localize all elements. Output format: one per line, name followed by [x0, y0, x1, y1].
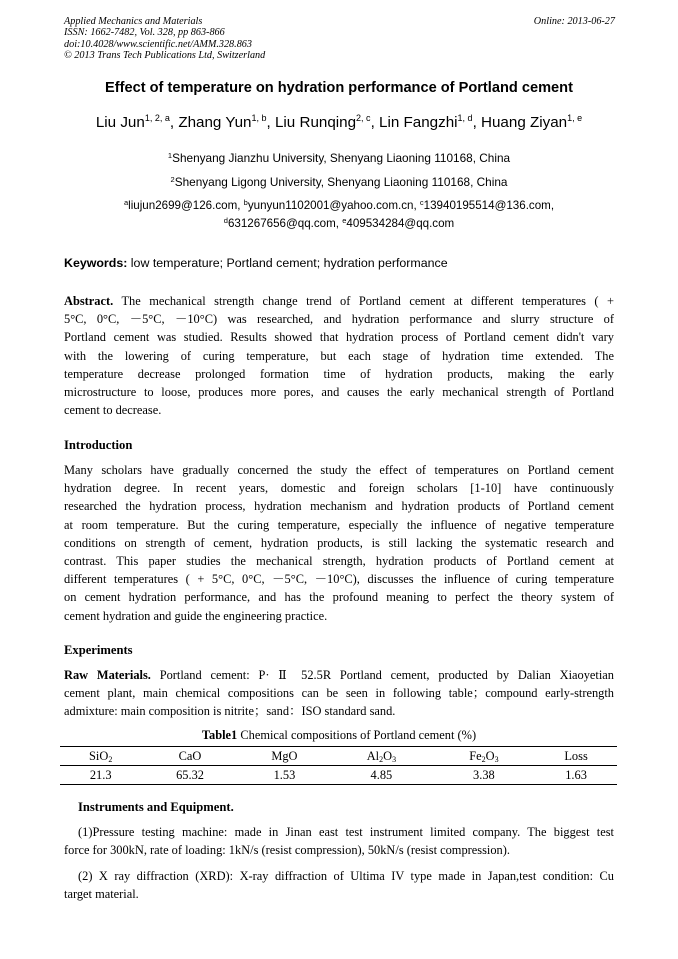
abstract-line: with the lowering of curing temperature, but each stage of hydration time extended. The — [64, 348, 614, 363]
formula-text: MgO — [271, 748, 298, 763]
intro-line: conditions on strength of cement, hydration products, is still lacking the systematic research and — [64, 535, 614, 550]
author-list: Liu Jun$^{1, 2, a}$, Zhang Yun$^{1, b}$, Liu Runqing$^{2, c}$, Lin Fangzhi$^{1, d}$, Huang Ziyan$^{1, e}$ — [95, 113, 583, 131]
journal-header — [64, 16, 265, 62]
email-address: liujun2699@126.com, — [128, 199, 244, 212]
instrument-line: (1)Pressure testing machine: made in Jinan east test instrument limited company. The biggest test — [78, 825, 614, 839]
email-superscript: a — [123, 198, 129, 207]
formula-subscript: 3 — [494, 754, 499, 764]
introduction-heading: Introduction — [64, 438, 133, 452]
email-superscript: e — [342, 216, 347, 225]
paper-title: Effect of temperature on hydration performance of Portland cement — [105, 80, 573, 96]
email-line-2 — [0, 217, 678, 230]
email-address: 409534284@qq.com — [346, 217, 455, 230]
keywords-line — [64, 256, 448, 270]
author-name: Liu Runqing — [274, 114, 357, 131]
formula-subscript: 2 — [481, 754, 486, 764]
raw-materials-paragraph — [64, 666, 614, 721]
author-name: Zhang Yun — [178, 114, 252, 131]
instrument-line: (2) X ray diffraction (XRD): X-ray diffraction of Ultima IV type made in Japan,test condition: Cu — [78, 869, 614, 883]
abstract-line — [64, 292, 614, 310]
journal-name: Applied Mechanics and Materials — [64, 16, 203, 27]
formula-text: O — [383, 748, 393, 763]
table-cell: 1.63 — [565, 767, 587, 782]
affiliation-1 — [0, 151, 678, 165]
affiliation-text: Shenyang Ligong University, Shenyang Liaoning 110168, China — [174, 175, 508, 189]
table-row — [60, 766, 617, 785]
email-superscript: b — [243, 198, 248, 207]
author-superscript: 1, 2, a — [144, 113, 170, 123]
table-caption-label: Table1 — [201, 728, 238, 742]
online-date: Online: 2013-06-27 — [533, 16, 615, 27]
raw-materials-line-text: Portland cement: P· Ⅱ 52.5R Portland cement, producted by Dalian Xiaoyetian — [150, 668, 614, 682]
abstract-line: microstructure to loose, produces more pores, and causes the early mechanical strength of Portland — [64, 385, 614, 400]
intro-line: on cement hydration performance, and has the profound meaning to perfect the theory system of — [64, 590, 614, 605]
table-header-cell — [433, 747, 536, 766]
formula-subscript: 2 — [379, 754, 384, 764]
abstract-label: Abstract. — [64, 294, 114, 308]
affiliation-text: Shenyang Jianzhu University, Shenyang Liaoning 110168, China — [172, 151, 511, 165]
email-address: 631267656@qq.com, — [227, 217, 343, 230]
email-address: yunyun1102001@yahoo.com.cn, — [247, 199, 420, 212]
table-cell: 65.32 — [176, 767, 204, 782]
intro-line: hydration degree. In recent years, domestic and foreign scholars [1-10] have continuously — [64, 481, 614, 496]
copyright-line: © 2013 Trans Tech Publications Ltd, Switzerland — [64, 50, 266, 62]
author-superscript: 1, b — [251, 113, 267, 123]
instrument-2-paragraph — [64, 867, 614, 903]
email-address: 13940195514@136.com, — [423, 199, 555, 212]
table-header-cell — [535, 747, 617, 766]
keywords-text: low temperature; Portland cement; hydration performance — [127, 256, 448, 270]
formula-subscript: 2 — [108, 754, 113, 764]
abstract-paragraph — [64, 292, 614, 419]
formula-text: Fe — [469, 748, 482, 763]
keywords-label: Keywords: — [64, 256, 128, 270]
table-cell: 4.85 — [370, 767, 393, 782]
table-cell: 21.3 — [89, 767, 112, 782]
formula-subscript: 3 — [392, 754, 397, 764]
email-line-1 — [0, 199, 678, 212]
author-superscript: 1, e — [567, 113, 583, 123]
intro-line: at room temperature. But the curing temperature, especially the influence of negative temperature — [64, 517, 614, 532]
abstract-line: cement to decrease. — [64, 403, 162, 418]
table-header-cell — [239, 747, 330, 766]
chemical-composition-table — [60, 746, 617, 785]
table-header-cell — [330, 747, 433, 766]
instrument-line: force for 300kN, rate of loading: 1kN/s (resist compression), 50kN/s (resist compression). — [64, 843, 510, 858]
formula-text: Loss — [564, 748, 588, 763]
affiliation-2 — [0, 175, 678, 189]
instrument-1-paragraph — [64, 823, 614, 859]
introduction-paragraph — [64, 461, 614, 625]
intro-line: Many scholars have gradually concerned the study the effect of temperatures on Portland cement — [64, 463, 614, 477]
intro-line: researched the hydration process, hydration mechanism and hydration products of Portland cement — [64, 499, 614, 514]
table-header-cell — [60, 747, 141, 766]
raw-materials-line: admixture: main composition is nitrite；sand：ISO standard sand. — [64, 704, 396, 719]
raw-materials-line: cement plant, main chemical compositions can be seen in following table；compound early-strength — [64, 686, 614, 701]
table-caption-text: Chemical compositions of Portland cement (%) — [237, 728, 477, 742]
formula-text: SiO — [89, 748, 109, 763]
author-superscript: 2, c — [356, 113, 371, 123]
raw-materials-label: Raw Materials. — [64, 668, 151, 682]
affiliation-superscript: 1 — [167, 151, 173, 160]
intro-line: contrast. This paper studies the mechanical strength, hydration products of Portland cement at — [64, 554, 614, 569]
author-name: Lin Fangzhi — [379, 114, 458, 131]
table-header-cell — [141, 747, 238, 766]
abstract-line: Portland cement was studied. Results showed that hydration process of Portland cement didn't vary — [64, 330, 614, 345]
instruments-heading: Instruments and Equipment. — [78, 800, 234, 814]
formula-text: O — [485, 748, 495, 763]
intro-line: different temperatures ( + 5°C, 0°C, －5°C, －10°C), discusses the influence of curing temperature — [64, 572, 614, 587]
abstract-line: temperature decrease prolonged formation time of hydration products, making the early — [64, 366, 614, 381]
formula-text: Al — [366, 748, 380, 763]
abstract-line-text: The mechanical strength change trend of Portland cement at different temperatures ( + — [113, 294, 614, 308]
formula-text: CaO — [178, 748, 202, 763]
table-cell: 3.38 — [473, 767, 495, 782]
email-superscript: c — [419, 198, 424, 207]
author-name: Huang Ziyan — [481, 114, 568, 131]
intro-line: cement hydration and guide the engineering practice. — [64, 608, 328, 623]
instrument-line: target material. — [64, 887, 139, 902]
doi-line: doi:10.4028/www.scientific.net/AMM.328.863 — [64, 38, 252, 50]
raw-materials-line — [64, 666, 614, 684]
issn-line: ISSN: 1662-7482, Vol. 328, pp 863-866 — [64, 27, 225, 39]
affiliation-superscript: 2 — [170, 175, 175, 184]
experiments-heading: Experiments — [64, 643, 133, 657]
table-caption — [0, 728, 678, 743]
author-superscript: 1, d — [457, 113, 473, 123]
author-name: Liu Jun — [95, 114, 145, 131]
table-cell: 1.53 — [273, 767, 296, 782]
abstract-line: 5°C, 0°C, －5°C, －10°C) was researched, and hydration performance and slurry structure of — [64, 312, 614, 327]
table-header-row — [60, 747, 617, 766]
email-superscript: d — [223, 216, 228, 225]
